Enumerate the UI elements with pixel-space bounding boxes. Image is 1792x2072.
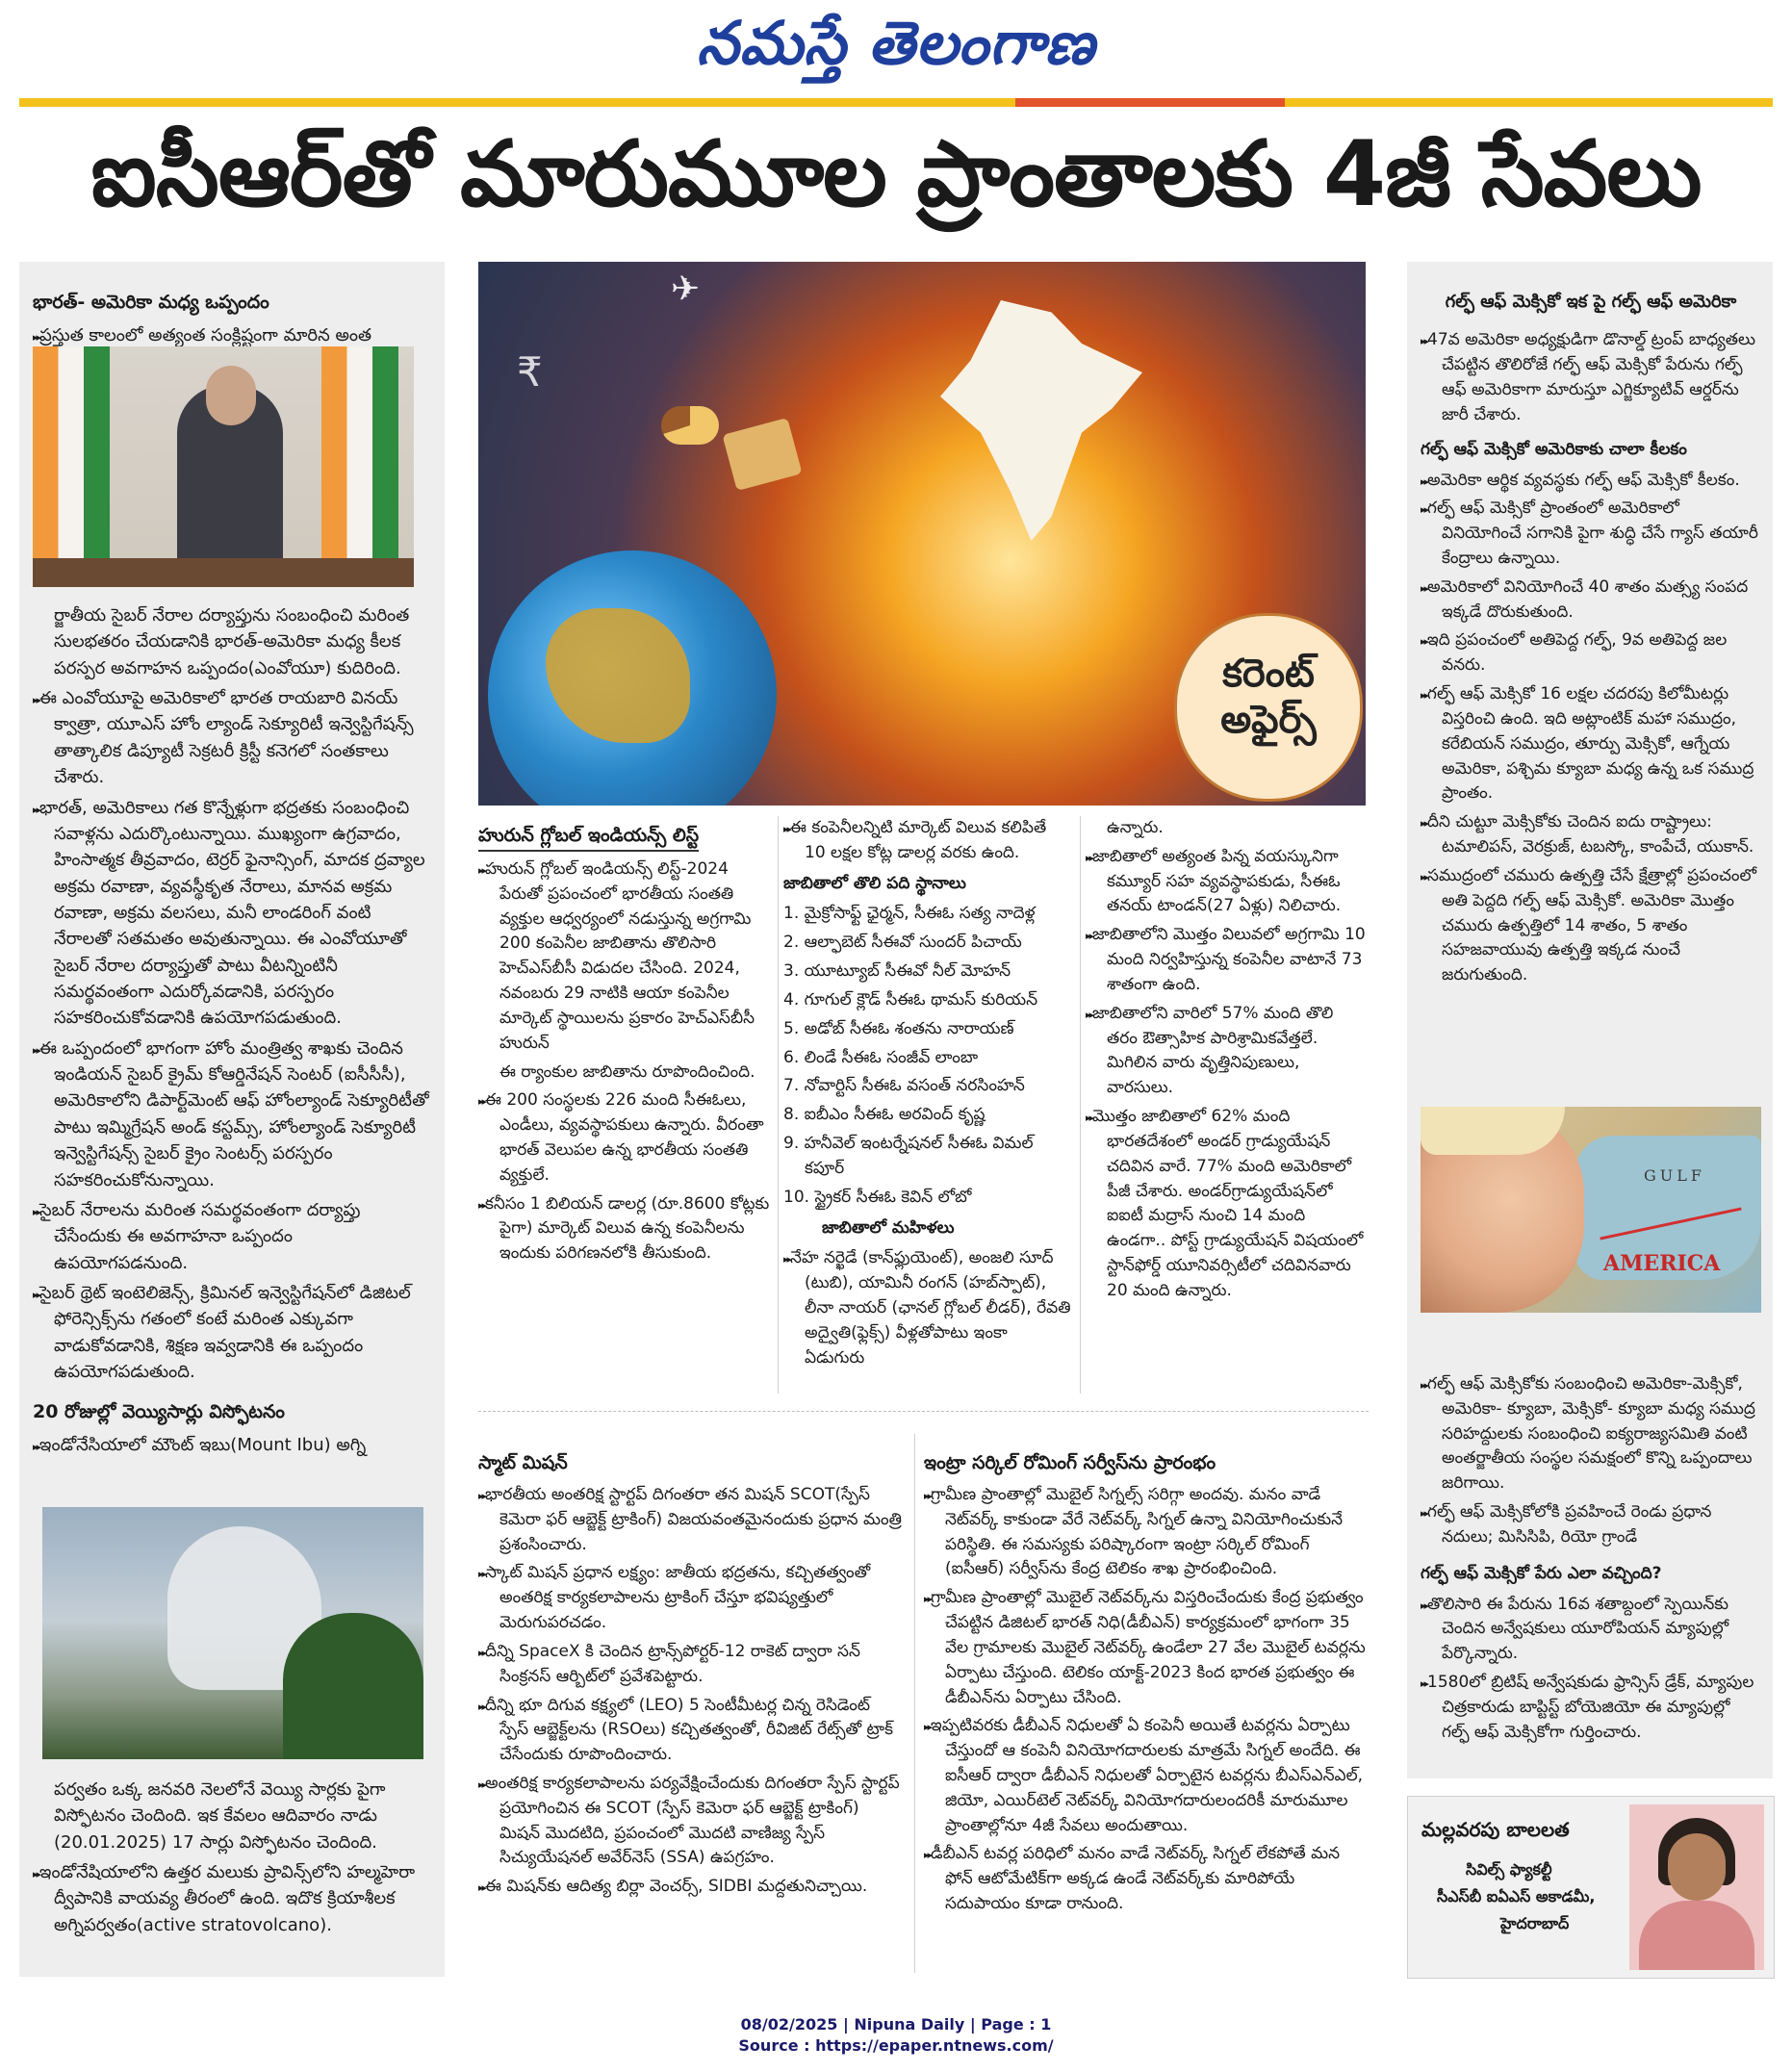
para: ▸▸ మొత్తం జాబితాలో 62% మంది భారతదేశంలో అండర్ గ్రాడ్యుయేషన్ చదివిన వారే. 77% మంది అమెరికాలో పీజీ చేశారు. అండర్‌గ్రాడ్యుయేషన్‌లో ఐఐటీ మద్రాస్ నుంచి 14 మంది ఉండగా.. పోస్ట్ గ్రాడ్యుయేషన్ విషయంలో స్టాన్‌ఫోర్డ్ యూనివర్సిటీలో చదివినవారు 20 మంది ఉన్నారు.	[1086, 1105, 1367, 1304]
gulf-subtitle: గల్ఫ్ ఆఫ్ మెక్సికో అమెరికాకు చాలా కీలకం	[1421, 439, 1687, 459]
para: ▸▸ ఈ ఒప్పందంలో భాగంగా హోం మంత్రిత్వ శాఖకు చెందిన ఇండియన్ సైబర్ క్రైమ్ కోఆర్డినేషన్ సెంటర్ (ఐసీసీసీ), అమెరికాలోని డిపార్ట్‌మెంట్ ఆఫ్ హోంల్యాండ్ సెక్యూరిటీతో పాటు ఇమ్మిగ్రేషన్ అండ్ కస్టమ్స్, హోంల్యాండ్ సెక్యూరిటీ ఇన్వెస్టిగేషన్స్ సైబర్ క్రైం సెంటర్స్ పరస్పరం సహకరించుకోనున్నాయి.	[33, 1036, 431, 1193]
footer-line2: Source : https://epaper.ntnews.com/	[738, 2036, 1054, 2055]
list-item: 10. స్ట్రైకర్ సీఈఓ కెవిన్ లోబో	[783, 1187, 972, 1207]
headline: ఐసీఆర్‌తో మారుమూల ప్రాంతాలకు 4జీ సేవలు	[90, 122, 1702, 227]
para: ▸▸ అంతరిక్ష కార్యకలాపాలను పర్యవేక్షించేందుకు దిగంతరా స్పేస్ స్టార్టప్ ప్రయోగించిన ఈ SCOT (స్పేస్ కెమెరా ఫర్ ఆబ్జెక్ట్ ట్రాకింగ్) మిషన్ మొదటిది, ప్రపంచంలో మొదటి వాణిజ్య స్పేస్ సిచ్యుయేషనల్ అవేర్‌నెస్ (SSA) ఉపగ్రహం.	[478, 1772, 902, 1871]
photo-volcano	[42, 1507, 423, 1759]
top-rule-accent	[1015, 98, 1285, 107]
current-affairs-badge	[1174, 613, 1363, 802]
column-rule	[778, 816, 779, 1394]
intra-column	[924, 1444, 1367, 1921]
badge-line1: కరెంట్	[1222, 652, 1315, 696]
map-label-america: AMERICA	[1603, 1251, 1721, 1276]
para: ▸▸ ఇండోనేసియాలో మౌంట్ ఇబు(Mount Ibu) అగ్ని	[33, 1432, 431, 1458]
author-org: సీఎస్‌బీ ఐఏఎస్ అకాడమీ,	[1437, 1887, 1596, 1906]
list-item: 9. హనీవెల్ ఇంటర్నేషనల్ సీఈఓ విమల్ కపూర్	[783, 1134, 1034, 1178]
author-role: సివిల్స్ ఫ్యాకల్టీ	[1466, 1860, 1552, 1879]
map-label-gulf: GULF	[1644, 1166, 1705, 1185]
list-item: 8. ఐబీఎం సీఈఓ అరవింద్ కృష్ణ	[783, 1105, 986, 1125]
para: ▸▸ జాబితాలో అత్యంత పిన్న వయస్కునిగా కమ్యూర్ సహ వ్యవస్థాపకుడు, సీఈఓ తనయ్ టాండన్(27 ఏళ్లు) నిలిచారు.	[1086, 845, 1367, 919]
footer-line1: 08/02/2025 | Nipuna Daily | Page : 1	[740, 2015, 1052, 2034]
women-title: జాబితాలో మహిళలు	[822, 1217, 955, 1238]
para: ▸▸ గల్ఫ్ ఆఫ్ మెక్సికో 16 లక్షల చదరపు కిలోమీటర్లు విస్తరించి ఉంది. ఇది అట్లాంటిక్ మహా సముద్రం, కరేబియన్ సముద్రం, తూర్పు మెక్సికో, ఆగ్నేయ అమెరికా, పశ్చిమ క్యూబా మధ్య ఉన్న ఒక సముద్ర ప్రాంతం.	[1421, 682, 1761, 806]
para: ▸▸ గల్ఫ్ ఆఫ్ మెక్సికోలోకి ప్రవహించే రెండు ప్రధాన నదులు; మిసిసిపి, రియో గ్రాండే	[1421, 1500, 1761, 1550]
rupee-icon: ₹	[517, 348, 543, 396]
hurun-column	[478, 816, 772, 1270]
para: ▸▸ ఈ కంపెనీలన్నిటి మార్కెట్ విలువ కలిపితే 10 లక్షల కోట్ల డాలర్ల వరకు ఉంది.	[783, 816, 1072, 866]
para: ▸▸ జాబితాలోని వారిలో 57% మంది తొలి తరం ఔత్సాహిక పారిశ్రామికవేత్తలే. మిగిలిన వారు వృత్తినిపుణులు, వారసులు.	[1086, 1002, 1367, 1101]
hurun-stats-column	[1086, 816, 1367, 1308]
hurun-title: హురున్ గ్లోబల్ ఇండియన్స్ లిస్ట్	[478, 822, 699, 852]
para: ▸▸ గల్ఫ్ ఆఫ్ మెక్సికో ప్రాంతంలో అమెరికాలో వినియోగించే సగానికి పైగా శుద్ధి చేసే గ్యాస్ తయారీ కేంద్రాలు ఉన్నాయి.	[1421, 497, 1761, 571]
intro-text: ▸▸ ప్రస్తుత కాలంలో అత్యంత సంక్లిష్టంగా మారిన అంత	[33, 322, 431, 348]
masthead: నమస్తే తెలంగాణ	[696, 8, 1096, 78]
column-rule	[1080, 816, 1081, 1394]
flag-right	[321, 346, 398, 587]
para: ▸▸ దీని చుట్టూ మెక్సికోకు చెందిన ఐదు రాష్ట్రాలు: టమాలిపస్, వెరక్రుజ్, టబస్కో, కాంపేచే, యుకాన్.	[1421, 810, 1761, 860]
para: ▸▸ నేహ నర్ఖెడే (కాన్‌ఫ్లుయెంట్), అంజలి సూద్ (టుబి), యామినీ రంగన్ (హబ్‌స్పాట్), లీనా నాయర్ (ఛానల్ గ్లోబల్ లీడర్), రేవతి అద్వైతి(ఫ్లెక్స్) వీళ్లతోపాటు ఇంకా ఏడుగురు	[783, 1246, 1072, 1370]
para: ▸▸ హురున్ గ్లోబల్ ఇండియన్స్ లిస్ట్-2024 పేరుతో ప్రపంచంలో భారతీయ సంతతి వ్యక్తుల ఆధ్వర్యంలో నడుస్తున్న అగ్రగామి 200 కంపెనీల జాబితాను తొలిసారి హెచ్ఎస్‌బీసీ విడుదల చేసింది. 2024, నవంబరు 29 నాటికి ఆయా కంపెనీల మార్కెట్ స్థాయిలను ప్రకారం హెచ్ఎస్‌బీసీ హురున్	[478, 857, 772, 1057]
para: ▸▸ ఈ ఎంవోయూపై అమెరికాలో భారత రాయబారి వినయ్ క్వాత్రా, యూఎస్ హోం ల్యాండ్ సెక్యూరిటీ ఇన్వెస్టిగేషన్స్ తాత్కాలిక డిప్యూటీ సెక్రటరీ క్రిస్టీ కనెగలో సంతకాలు చేశారు.	[33, 685, 431, 790]
gulf-title: గల్ఫ్ ఆఫ్ మెక్సికో ఇక పై గల్ఫ్ ఆఫ్ అమెరికా	[1445, 292, 1737, 312]
list-item: 3. యూట్యూబ్ సీఈవో నీల్ మోహన్	[783, 961, 1011, 982]
section-title-india-us: భారత్- అమెరికా మధ్య ఒప్పందం	[33, 292, 269, 313]
left-column-body	[33, 602, 431, 1463]
para: ▸▸ 47వ అమెరికా అధ్యక్షుడిగా డొనాల్డ్ ట్రంప్ బాధ్యతలు చేపట్టిన తొలిరోజే గల్ఫ్ ఆఫ్ మెక్సికో పేరును గల్ఫ్ ఆఫ్ అమెరికాగా మారుస్తూ ఎగ్జిక్యూటివ్ ఆర్డర్‌ను జారీ చేశారు.	[1421, 328, 1761, 427]
para: ▸▸ తొలిసారి ఈ పేరును 16వ శతాబ్దంలో స్పెయిన్‌కు చెందిన అన్వేషకులు యూరోపియన్ మ్యాపుల్లో పేర్కొన్నారు.	[1421, 1593, 1761, 1667]
author-face	[1668, 1833, 1726, 1901]
current-affairs-image	[478, 262, 1366, 806]
section-title-volcano: 20 రోజుల్లో వెయ్యిసార్లు విస్ఫోటనం	[33, 1401, 285, 1423]
flag-left	[33, 346, 110, 587]
para: ▸▸ స్కాట్ మిషన్ ప్రధాన లక్ష్యం: జాతీయ భద్రతను, కచ్చితత్వంతో అంతరిక్ష కార్యకలాపాలను ట్రాకింగ్ చేస్తూ భవిష్యత్తులో మెరుగుపరచడం.	[478, 1561, 902, 1635]
para: ▸▸ ఇండోనేషియాలోని ఉత్తర మలుకు ప్రావిన్స్‌లోని హల్మహెరా ద్వీపానికి వాయవ్య తీరంలో ఉంది. ఇదొక క్రియాశీలక అగ్నిపర్వతం(active stratovolcano).	[33, 1859, 431, 1938]
para: ▸▸ సైబర్ థ్రెట్ ఇంటెలిజెన్స్, క్రిమినల్ ఇన్వెస్టిగేషన్‌లో డిజిటల్ ఫోరెన్సిక్స్‌ను గతంలో కంటే మరింత ఎక్కువగా వాడుకోవడానికి, శిక్షణ ఇవ్వడానికి ఈ ఒప్పందం ఉపయోగపడుతుంది.	[33, 1280, 431, 1385]
calculator-icon	[722, 418, 802, 491]
para: ▸▸ గ్రామీణ ప్రాంతాల్లో మొబైల్ నెట్‌వర్క్‌ను విస్తరించేందుకు కేంద్ర ప్రభుత్వం చేపట్టిన డిజిటల్ భారత్ నిధి(డీబీఎన్) కార్యక్రమంలో భాగంగా 35 వేల గ్రామాలకు మొబైల్ నెట్‌వర్క్ ఉండేలా 27 వేల మొబైల్ టవర్లను ఏర్పాటు చేస్తుంది. టెలికం యాక్ట్-2023 కింద భారత ప్రభుత్వం ఈ డీబీఎన్‌ను ఏర్పాటు చేసింది.	[924, 1586, 1367, 1710]
para: ▸▸ గల్ఫ్ ఆఫ్ మెక్సికోకు సంబంధించి అమెరికా-మెక్సికో, అమెరికా- క్యూబా, మెక్సికో- క్యూబా మధ్య సముద్ర సరిహద్దులకు సంబంధించి ఐక్యరాజ్యసమితి వంటి అంతర్జాతీయ సంస్థల సమక్షంలో కొన్ని ఒప్పందాలు జరిగాయి.	[1421, 1372, 1761, 1496]
para: ఉన్నారు.	[1107, 818, 1164, 837]
para: ▸▸ ఇది ప్రపంచంలో అతిపెద్ద గల్ఫ్, 9వ అతిపెద్ద జల వనరు.	[1421, 628, 1761, 678]
pie-icon	[661, 406, 719, 445]
india-map	[940, 300, 1142, 541]
para: ▸▸ 1580లో బ్రిటిష్ అన్వేషకుడు ఫ్రాన్సిస్ డ్రేక్, మ్యాపుల చిత్రకారుడు బాప్టిస్ట్ బోయెజియో ఈ మ్యాపుల్లో గల్ఫ్ ఆఫ్ మెక్సికోగా గుర్తించారు.	[1421, 1671, 1761, 1745]
desk	[33, 558, 414, 587]
para: ▸▸ సైబర్ నేరాలను మరింత సమర్థవంతంగా దర్యాప్తు చేసేందుకు ఈ అవగాహనా ఒప్పందం ఉపయోగపడనుంది.	[33, 1197, 431, 1276]
para: ▸▸ ఈ మిషన్‌కు ఆదిత్య బిర్లా వెంచర్స్, SIDBI మద్దతునిచ్చాయి.	[478, 1875, 902, 1900]
left-column-footer	[33, 1777, 431, 1942]
para: ▸▸ ఇప్పటివరకు డీబీఎన్ నిధులతో ఏ కంపెనీ అయితే టవర్లను ఏర్పాటు చేస్తుందో ఆ కంపెనీ వినియోగదారులకు మాత్రమే సిగ్నల్ అందేది. ఈ ఐసీఆర్ ద్వారా డీబీఎన్ నిధులతో ఏర్పాటైన టవర్లను బీఎస్ఎన్ఎల్, జియో, ఎయిర్‌టెల్ నెట్‌వర్క్ వినియోగదారులందరికీ మారుమూల ప్రాంతాల్లోనూ 4జీ సేవలు అందుతాయి.	[924, 1714, 1367, 1838]
column-rule	[914, 1434, 915, 1973]
intra-title: ఇంట్రా సర్కిల్ రోమింగ్ సర్వీస్‌ను ప్రారంభం	[924, 1452, 1216, 1473]
list-item: 1. మైక్రోసాఫ్ట్ ఛైర్మన్, సీఈఓ సత్య నాదెళ్ల	[783, 904, 1036, 924]
para: ▸▸ సముద్రంలో చమురు ఉత్పత్తి చేసే క్షేత్రాల్లో ప్రపంచంలో అతి పెద్దది గల్ఫ్ ఆఫ్ మెక్సికో. అమెరికా మొత్తం చమురు ఉత్పత్తిలో 14 శాతం, 5 శాతం సహజవాయువు ఉత్పత్తి ఇక్కడ నుంచే జరుగుతుంది.	[1421, 864, 1761, 988]
top-rule	[19, 98, 1773, 107]
top-ten-title: జాబితాలో తొలి పది స్థానాలు	[783, 873, 966, 893]
para: ▸▸ దీన్ని భూ దిగువ కక్ష్యలో (LEO) 5 సెంటీమీటర్ల చిన్న రెసిడెంట్ స్పేస్ ఆబ్జెక్ట్‌లను (RSOలు) కచ్చితత్వంతో, రీవిజిట్ రేట్స్‌తో ట్రాక్ చేసేందుకు రూపొందించారు.	[478, 1694, 902, 1768]
list-item: 4. గూగుల్ క్లౌడ్ సీఈఓ థామస్ కురియన్	[783, 989, 1038, 1010]
author-city: హైదరాబాద్	[1500, 1914, 1570, 1932]
para: ▸▸ అమెరికాలో వినియోగించే 40 శాతం మత్స్య సంపద ఇక్కడే దొరుకుతుంది.	[1421, 576, 1761, 626]
photo-ambassador	[33, 346, 414, 587]
author-name: మల్లవరపు బాలలత	[1421, 1818, 1570, 1841]
para: ▸▸ గ్రామీణ ప్రాంతాల్లో మొబైల్ సిగ్నల్స్ సరిగ్గా అందవు. మనం వాడే నెట్‌వర్క్ కాకుండా వేరే నెట్‌వర్క్ సిగ్నల్ ఉన్నా వినియోగించుకునే పరిస్థితి. ఈ సమస్యకు పరిష్కారంగా ఇంట్రా సర్కిల్ రోమింగ్ (ఐసీఆర్) సర్వీస్‌ను కేంద్ర టెలికం శాఖ ప్రారంభించింది.	[924, 1483, 1367, 1582]
volcano-foliage	[283, 1613, 423, 1759]
list-item: 2. ఆల్ఫాబెట్ సీఈవో సుందర్ పిచాయ్	[783, 933, 1022, 953]
person-head	[206, 366, 256, 425]
gulf-name-subtitle: గల్ఫ్ ఆఫ్ మెక్సికో పేరు ఎలా వచ్చింది?	[1421, 1563, 1662, 1583]
para: ▸▸ భారతీయ అంతరిక్ష స్టార్టప్ దిగంతరా తన మిషన్ SCOT(స్పేస్ కెమెరా ఫర్ ఆబ్జెక్ట్ ట్రాకింగ్) విజయవంతమైనందుకు ప్రధాన మంత్రి ప్రశంసించారు.	[478, 1483, 902, 1557]
para: పర్వతం ఒక్క జనవరి నెలలోనే వెయ్యి సార్లకు పైగా విస్ఫోటనం చెందింది. ఇక కేవలం ఆదివారం నాడు (20.01.2025) 17 సార్లు విస్ఫోటనం చెందింది.	[54, 1779, 386, 1853]
smart-title: స్మాట్ మిషన్	[478, 1452, 568, 1473]
para: ▸▸ దీన్ని SpaceX కి చెందిన ట్రాన్స్‌పోర్టర్-12 రాకెట్ ద్వారా సన్ సింక్రనస్ ఆర్బిట్‌లో ప్రవేశపెట్టారు.	[478, 1640, 902, 1690]
smart-column	[478, 1444, 902, 1904]
author-photo	[1629, 1804, 1764, 1970]
para: ఈ ర్యాంకుల జాబితాను రూపొందించింది.	[499, 1062, 755, 1082]
author-box	[1407, 1796, 1775, 1979]
author-body	[1639, 1901, 1754, 1970]
para: ▸▸ కనీసం 1 బిలియన్ డాలర్ల (రూ.8600 కోట్లకు పైగా) మార్కెట్ విలువ ఉన్న కంపెనీలను ఇందుకు పరిగణనలోకి తీసుకుంది.	[478, 1192, 772, 1266]
center-divider	[478, 1411, 1369, 1412]
right-column	[1421, 283, 1761, 992]
list-item: 5. అడోబ్ సీఈఓ శంతను నారాయణ్	[783, 1018, 1014, 1038]
right-column-lower	[1421, 1372, 1761, 1750]
para: ▸▸ ఈ 200 సంస్థలకు 226 మంది సీఈఓలు, ఎండీలు, వ్యవస్థాపకులు ఉన్నారు. వీరంతా భారత్ వెలుపల ఉన్న భారతీయ సంతతి వ్యక్తులే.	[478, 1088, 772, 1188]
para: ▸▸ డీబీఎన్ టవర్ల పరిధిలో మనం వాడే నెట్‌వర్క్ సిగ్నల్ లేకపోతే మన ఫోన్ ఆటోమేటిక్‌గా అక్కడ ఉండే నెట్‌వర్క్‌కు మారిపోయే సదుపాయం కూడా రానుంది.	[924, 1842, 1367, 1916]
para: ▸▸ అమెరికా ఆర్థిక వ్యవస్థకు గల్ఫ్ ఆఫ్ మెక్సికో కీలకం.	[1421, 469, 1761, 494]
top-ten-column	[783, 816, 1072, 1375]
para: ర్జాతీయ సైబర్ నేరాల దర్యాప్తును సంబంధించి మరింత సులభతరం చేయడానికి భారత్-అమెరికా మధ్య కీలక పరస్పర అవగాహన ఒప్పందం(ఎంవోయూ) కుదిరింది.	[54, 605, 410, 678]
badge-line2: అఫైర్స్	[1220, 698, 1317, 742]
list-item: 6. లిండే సీఈఓ సంజీవ్ లాంబా	[783, 1047, 979, 1067]
para: ▸▸ భారత్, అమెరికాలు గత కొన్నేళ్లుగా భద్రతకు సంబంధించి సవాళ్లను ఎదుర్కొంటున్నాయి. ముఖ్యంగా ఉగ్రవాదం, హింసాత్మక తీవ్రవాదం, టెర్రర్ ఫైనాన్సింగ్, మాదక ద్రవ్యాల అక్రమ రవాణా, వ్యవస్థీకృత నేరాలు, మానవ అక్రమ రవాణా, అక్రమ వలసలు, మనీ లాండరింగ్ వంటి నేరాలతో సతమతం అవుతున్నాయి. ఈ ఎంవోయూతో సైబర్ నేరాల దర్యాప్తుతో పాటు వీటన్నింటినీ సమర్థవంతంగా ఎదుర్కోవడానికి, పరస్పరం సహకరించుకోవడానికి ఉపయోగపడుతుంది.	[33, 795, 431, 1032]
list-item: 7. నోవార్టిస్ సీఈఓ వసంత్ నరసింహన్	[783, 1076, 1025, 1096]
para: ▸▸ జాబితాలోని మొత్తం విలువలో అగ్రగామి 10 మంది నిర్వహిస్తున్న కంపెనీల వాటానే 73 శాతంగా ఉంది.	[1086, 923, 1367, 997]
left-column	[33, 283, 431, 352]
photo-trump-map	[1421, 1107, 1761, 1313]
plane-icon: ✈	[671, 269, 701, 309]
